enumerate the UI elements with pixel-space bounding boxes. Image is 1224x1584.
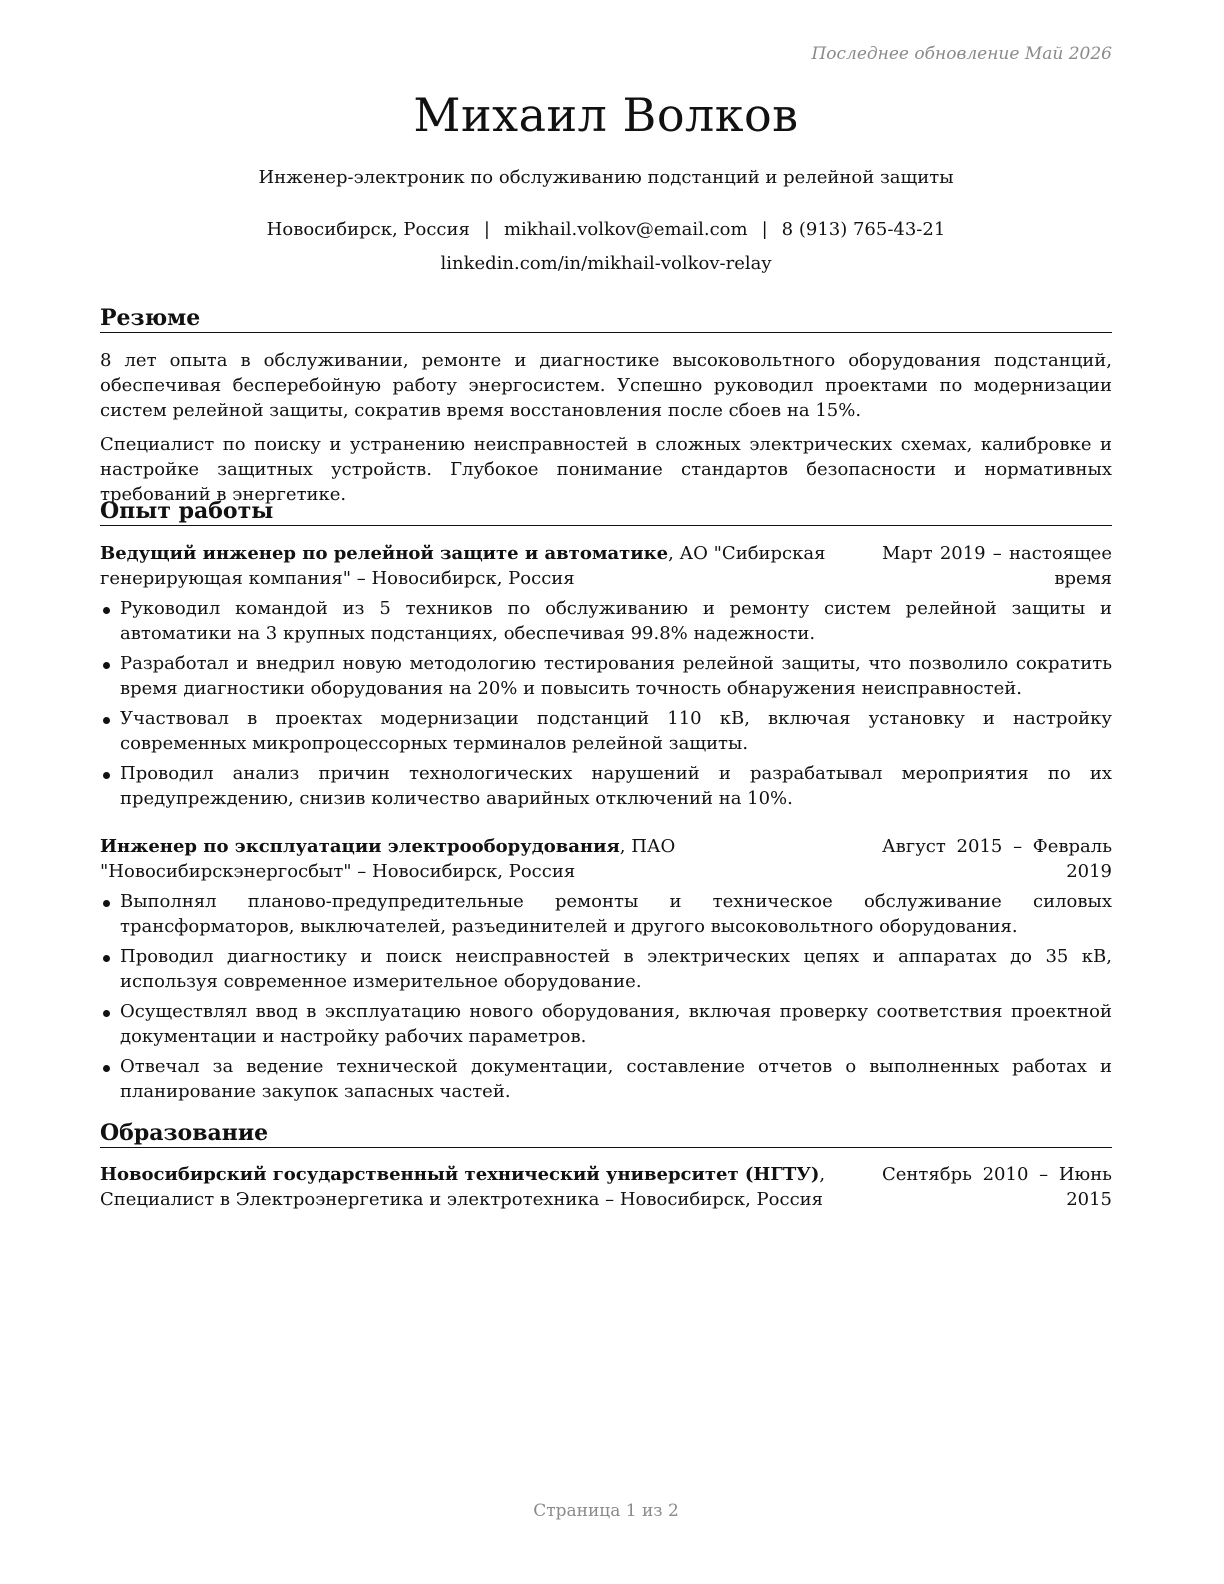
job-title-line <box>100 541 875 591</box>
page-number: Страница 1 из 2 <box>533 1501 679 1521</box>
list-item <box>100 651 1112 701</box>
degree-info: , Специалист в Электроэнергетика и электротехника – Новосибирск, Россия <box>100 1164 826 1210</box>
job-title-line <box>100 834 875 884</box>
bullet-text: Отвечал за ведение технической документации, составление отчетов о выполненных работах и планирование закупок запасных частей. <box>120 1056 1112 1102</box>
resume-page <box>100 0 1112 1584</box>
job-header <box>100 541 1112 591</box>
bullet-text: Участвовал в проектах модернизации подстанций 110 кВ, включая установку и настройку современных микропроцессорных терминалов релейной защиты. <box>120 708 1112 754</box>
job-position: Инженер по эксплуатации электрооборудования <box>100 836 620 857</box>
bullet-icon <box>103 717 110 724</box>
bullet-text: Проводил анализ причин технологических нарушений и разрабатывал мероприятия по их предупреждению, снизив количество аварийных отключений на 10%. <box>120 763 1112 809</box>
job-bullets <box>100 596 1112 816</box>
job-dates: Август 2015 – Февраль 2019 <box>882 836 1112 882</box>
job-position: Ведущий инженер по релейной защите и автоматике <box>100 543 669 564</box>
education-line <box>100 1162 875 1212</box>
job-company: , АО "Сибирская генерирующая компания" – Новосибирск, Россия <box>100 543 826 589</box>
list-item <box>100 596 1112 646</box>
bullet-text: Осуществлял ввод в эксплуатацию нового оборудования, включая проверку соответствия проектной документации и настройку рабочих параметров. <box>120 1001 1112 1047</box>
last-updated: Последнее обновление Май 2026 <box>811 44 1112 64</box>
separator: | <box>483 219 490 240</box>
bullet-icon <box>103 955 110 962</box>
location: Новосибирск, Россия <box>266 219 470 240</box>
bullet-icon <box>103 662 110 669</box>
section-heading-summary: Резюме <box>100 305 1112 333</box>
bullet-icon <box>103 607 110 614</box>
bullet-text: Выполнял планово-предупредительные ремонты и техническое обслуживание силовых трансформаторов, выключателей, разъединителей и другого высоковольтного оборудования. <box>120 891 1112 937</box>
linkedin-link[interactable]: linkedin.com/in/mikhail-volkov-relay <box>440 253 772 274</box>
job-dates: Март 2019 – настоящее время <box>882 543 1112 589</box>
bullet-text: Руководил командой из 5 техников по обслуживанию и ремонту систем релейной защиты и автоматики на 3 крупных подстанциях, обеспечивая 99.8% надежности. <box>120 598 1112 644</box>
job-company: , ПАО "Новосибирскэнергосбыт" – Новосибирск, Россия <box>100 836 676 882</box>
bullet-text: Разработал и внедрил новую методологию тестирования релейной защиты, что позволило сократить время диагностики оборудования на 20% и повысить точность обнаружения неисправностей. <box>120 653 1112 699</box>
list-item <box>100 889 1112 939</box>
job-bullets <box>100 889 1112 1109</box>
contact-line <box>100 219 1112 240</box>
section-heading-experience: Опыт работы <box>100 498 1112 526</box>
list-item <box>100 999 1112 1049</box>
bullet-text: Проводил диагностику и поиск неисправностей в электрических цепях и аппаратах до 35 кВ, используя современное измерительное оборудование. <box>120 946 1112 992</box>
person-name: Михаил Волков <box>413 88 799 142</box>
summary-paragraph: Специалист по поиску и устранению неисправностей в сложных электрических схемах, калибровке и настройке защитных устройств. Глубокое понимание стандартов безопасности и нормативных требований в энергетике. <box>100 434 1112 505</box>
email-link[interactable]: mikhail.volkov@email.com <box>503 219 748 240</box>
list-item <box>100 944 1112 994</box>
education-dates: Сентябрь 2010 – Июнь 2015 <box>882 1164 1112 1210</box>
list-item <box>100 706 1112 756</box>
institution-name: Новосибирский государственный технический университет (НГТУ) <box>100 1164 820 1185</box>
list-item <box>100 761 1112 811</box>
job-title: Инженер-электроник по обслуживанию подстанций и релейной защиты <box>258 167 954 188</box>
list-item <box>100 1054 1112 1104</box>
job-header <box>100 834 1112 884</box>
separator: | <box>761 219 768 240</box>
bullet-icon <box>103 1065 110 1072</box>
education-entry <box>100 1162 1112 1212</box>
section-heading-education: Образование <box>100 1120 1112 1148</box>
bullet-icon <box>103 1010 110 1017</box>
bullet-icon <box>103 772 110 779</box>
summary-paragraph: 8 лет опыта в обслуживании, ремонте и диагностике высоковольтного оборудования подстанций, обеспечивая бесперебойную работу энергосистем. Успешно руководил проектами по модернизации систем релейной защиты, сократив время восстановления после сбоев на 15%. <box>100 350 1112 421</box>
phone: 8 (913) 765-43-21 <box>781 219 946 240</box>
bullet-icon <box>103 900 110 907</box>
